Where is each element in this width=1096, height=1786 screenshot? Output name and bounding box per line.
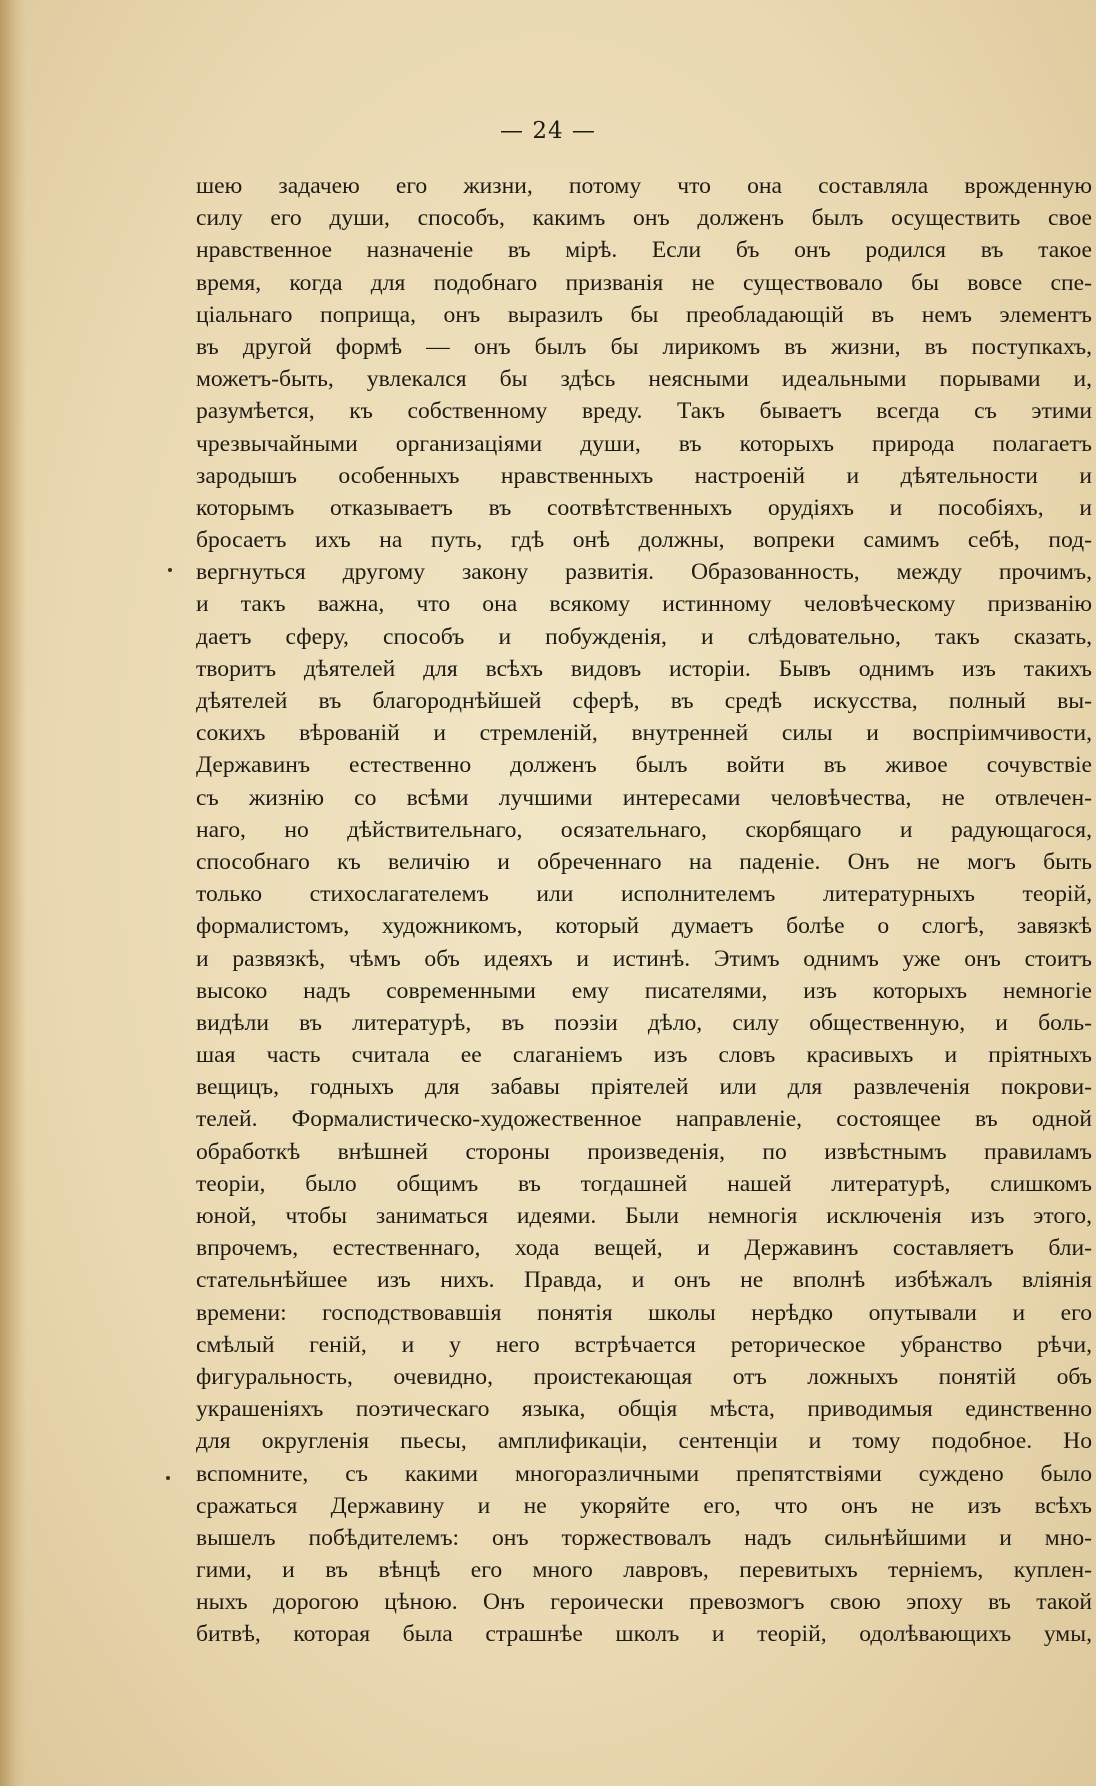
text-line: можетъ-быть, увлекался бы здѣсь неясными идеальными порывами и, [196,366,1092,393]
text-line: вышелъ побѣдителемъ: онъ торжествовалъ надъ сильнѣйшими и мно- [196,1524,1092,1551]
text-line: для округленія пьесы, амплификаціи, сентенціи и тому подобное. Но [196,1428,1092,1455]
body-text [196,170,1092,1651]
text-line: обработкѣ внѣшней стороны произведенія, по извѣстнымъ правиламъ [196,1138,1092,1165]
text-line: украшеніяхъ поэтическаго языка, общія мѣста, приводимыя единственно [196,1396,1092,1423]
text-line: наго, но дѣйствительнаго, осязательнаго, скорбящаго и радующагося, [196,816,1092,843]
text-line: юной, чтобы заниматься идеями. Были немногія исключенія изъ этого, [196,1203,1092,1229]
page-number: — 24 — [500,118,596,144]
text-line: зародышъ особенныхъ нравственныхъ настроеній и дѣятельности и [196,462,1092,489]
text-line: даетъ сферу, способъ и побужденія, и слѣдовательно, такъ сказать, [196,623,1092,650]
page-binding-edge [0,0,26,1786]
text-line: дѣятелей въ благороднѣйшей сферѣ, въ средѣ искусства, полный вы- [196,688,1092,714]
text-line: телей. Формалистическо-художественное направленіе, состоящее въ одной [196,1106,1092,1133]
text-line: вспомните, съ какими многоразличными препятствіями суждено было [196,1460,1092,1487]
text-line: и развязкѣ, чѣмъ объ идеяхъ и истинѣ. Этимъ однимъ уже онъ стоитъ [196,945,1092,972]
text-line: ныхъ дорогою цѣною. Онъ героически превозмогъ свою эпоху въ такой [196,1589,1092,1616]
text-line: впрочемъ, естественнаго, хода вещей, и Державинъ составляетъ бли- [196,1235,1092,1262]
text-line: видѣли въ литературѣ, въ поэзіи дѣло, силу общественную, и боль- [196,1009,1092,1036]
text-line: времени: господствовавшія понятія школы нерѣдко опутывали и его [196,1299,1092,1326]
text-line: сокихъ вѣрованій и стремленій, внутренней силы и воспріимчивости, [196,720,1092,747]
text-line: время, когда для подобнаго призванія не существовало бы вовсе спе- [196,269,1092,296]
text-line: шая часть считала ее слаганіемъ изъ словъ красивыхъ и пріятныхъ [196,1042,1092,1069]
text-line: формалистомъ, художникомъ, который думаетъ болѣе о слогѣ, завязкѣ [196,913,1092,940]
text-line: и такъ важна, что она всякому истинному человѣческому призванію [196,591,1092,618]
text-line: силу его души, способъ, какимъ онъ долженъ былъ осуществить свое [196,205,1092,232]
text-line: разумѣется, къ собственному вреду. Такъ бываетъ всегда съ этими [196,398,1092,425]
text-line: съ жизнію со всѣми лучшими интересами человѣчества, не отвлечен- [196,784,1092,811]
text-line: бросаетъ ихъ на путь, гдѣ онѣ должны, вопреки самимъ себѣ, под- [196,527,1092,554]
text-line: стательнѣйшее изъ нихъ. Правда, и онъ не вполнѣ избѣжалъ вліянія [196,1267,1092,1294]
text-line: битвѣ, которая была страшнѣе школъ и теорій, одолѣвающихъ умы, [196,1621,1092,1648]
margin-mark [166,1476,170,1480]
text-line: сражаться Державину и не укоряйте его, что онъ не изъ всѣхъ [196,1492,1092,1519]
text-line: въ другой формѣ — онъ былъ бы лирикомъ въ жизни, въ поступкахъ, [196,333,1092,360]
margin-mark [168,568,172,572]
text-line: Державинъ естественно долженъ былъ войти въ живое сочувствіе [196,752,1092,779]
text-line: фигуральность, очевидно, проистекающая отъ ложныхъ понятій объ [196,1363,1092,1390]
text-line: вещицъ, годныхъ для забавы пріятелей или для развлеченія покрови- [196,1074,1092,1101]
text-line: ціальнаго поприща, онъ выразилъ бы преобладающій въ немъ элементъ [196,301,1092,328]
text-line: способнаго къ величію и обреченнаго на паденіе. Онъ не могъ быть [196,848,1092,875]
text-line: шею задачею его жизни, потому что она составляла врожденную [196,173,1092,199]
text-line: творитъ дѣятелей для всѣхъ видовъ исторіи. Бывъ однимъ изъ такихъ [196,655,1092,682]
text-line: чрезвычайными организаціями души, въ которыхъ природа полагаетъ [196,430,1092,457]
text-line: смѣлый геній, и у него встрѣчается реторическое убранство рѣчи, [196,1331,1092,1358]
text-line: которымъ отказываетъ въ соотвѣтственныхъ орудіяхъ и пособіяхъ, и [196,494,1092,521]
text-line: высоко надъ современными ему писателями, изъ которыхъ немногіе [196,977,1092,1004]
text-line: только стихослагателемъ или исполнителемъ литературныхъ теорій, [196,881,1092,908]
text-line: гими, и въ вѣнцѣ его много лавровъ, перевитыхъ терніемъ, куплен- [196,1557,1092,1584]
text-line: вергнуться другому закону развитія. Образованность, между прочимъ, [196,559,1092,586]
text-line: нравственное назначеніе въ мірѣ. Если бъ онъ родился въ такое [196,237,1092,264]
text-line: теоріи, было общимъ въ тогдашней нашей литературѣ, слишкомъ [196,1170,1092,1197]
